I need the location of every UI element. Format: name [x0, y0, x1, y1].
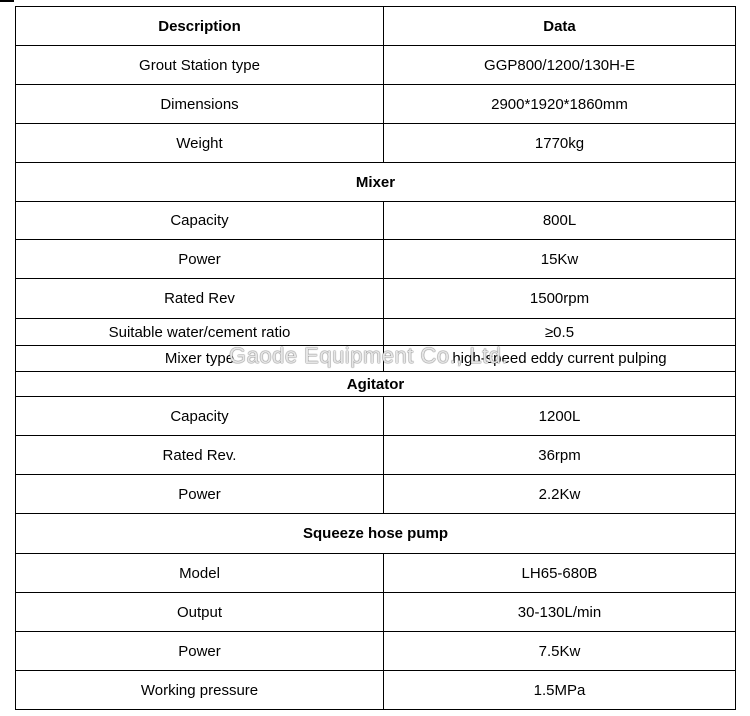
table-row [16, 436, 736, 475]
row-label: Capacity [16, 397, 384, 436]
table-row [16, 632, 736, 671]
row-label: Power [16, 632, 384, 671]
section-row-agitator [16, 372, 736, 397]
table-row [16, 346, 736, 372]
table-row [16, 554, 736, 593]
table-row [16, 124, 736, 163]
row-value: 1.5MPa [384, 671, 736, 710]
table-row [16, 85, 736, 124]
row-label: Weight [16, 124, 384, 163]
row-label: Power [16, 240, 384, 279]
row-label: Power [16, 475, 384, 514]
row-label: Output [16, 593, 384, 632]
row-value: high-speed eddy current pulping [384, 346, 736, 372]
row-value: 1500rpm [384, 279, 736, 319]
table-row [16, 475, 736, 514]
table-row [16, 593, 736, 632]
row-label: Grout Station type [16, 46, 384, 85]
row-label: Rated Rev. [16, 436, 384, 475]
table-row [16, 279, 736, 319]
row-value: GGP800/1200/130H-E [384, 46, 736, 85]
section-title-pump: Squeeze hose pump [16, 514, 736, 554]
row-value: 800L [384, 202, 736, 240]
row-value: LH65-680B [384, 554, 736, 593]
row-value: ≥0.5 [384, 319, 736, 346]
row-value: 1770kg [384, 124, 736, 163]
top-edge-mark [0, 0, 14, 2]
row-value: 15Kw [384, 240, 736, 279]
watermark: Gaode Equipment Co., Ltd. [229, 343, 509, 368]
row-value: 36rpm [384, 436, 736, 475]
section-title-agitator: Agitator [16, 372, 736, 397]
section-title-mixer: Mixer [16, 163, 736, 202]
row-label: Capacity [16, 202, 384, 240]
row-label: Mixer type [16, 346, 384, 372]
header-description: Description [16, 7, 384, 46]
row-label: Rated Rev [16, 279, 384, 319]
table-header-row [16, 7, 736, 46]
header-data: Data [384, 7, 736, 46]
row-value: 1200L [384, 397, 736, 436]
table-row [16, 319, 736, 346]
table-row [16, 202, 736, 240]
row-label: Working pressure [16, 671, 384, 710]
table-row [16, 240, 736, 279]
table-row [16, 397, 736, 436]
table-row [16, 671, 736, 710]
spec-table [15, 6, 736, 710]
row-label: Model [16, 554, 384, 593]
row-label: Dimensions [16, 85, 384, 124]
row-value: 30-130L/min [384, 593, 736, 632]
section-row-pump [16, 514, 736, 554]
table-row [16, 46, 736, 85]
row-label: Suitable water/cement ratio [16, 319, 384, 346]
row-value: 7.5Kw [384, 632, 736, 671]
row-value: 2.2Kw [384, 475, 736, 514]
section-row-mixer [16, 163, 736, 202]
row-value: 2900*1920*1860mm [384, 85, 736, 124]
